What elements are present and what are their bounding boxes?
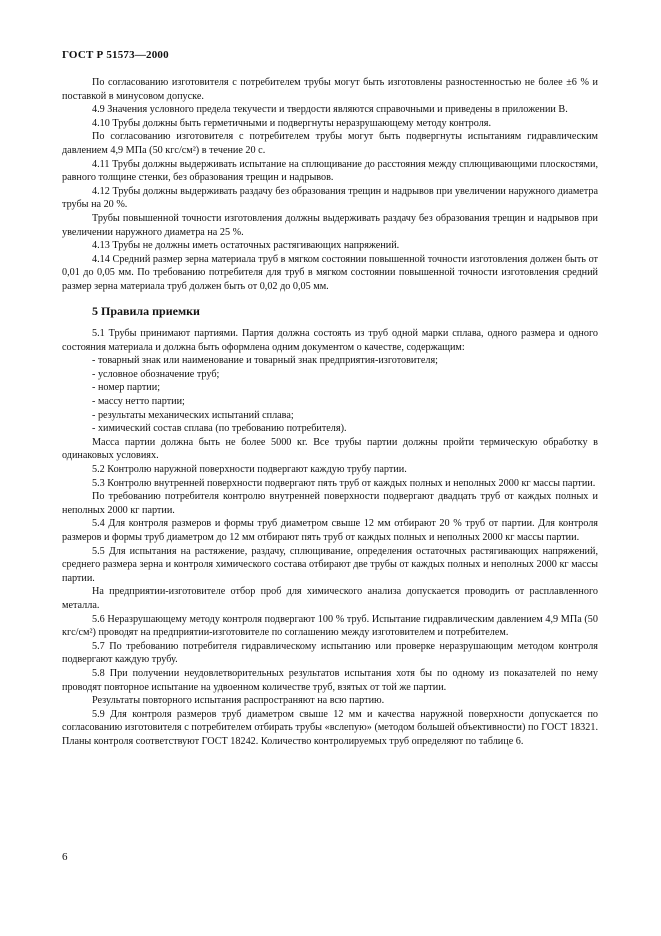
paragraph: 5.2 Контролю наружной поверхности подвергают каждую трубу партии.: [92, 464, 407, 476]
page-number: 6: [62, 851, 68, 863]
list-item: - номер партии;: [92, 382, 161, 394]
document-body: [62, 76, 598, 749]
paragraph: 5.7 По требованию потребителя гидравлическому испытанию или проверке неразрушающим методом контроля подвергают каждую трубу.: [62, 640, 598, 666]
list-item: - результаты механических испытаний сплава;: [92, 409, 294, 421]
paragraph: 5.6 Неразрушающему методу контроля подвергают 100 % труб. Испытание гидравлическим давлением 4,9 МПа (50 кгс/см²) проводят на предприятии-изготовителе по соглашению между изготовителем и потребителем.: [62, 613, 598, 639]
document-header: ГОСТ Р 51573—2000: [62, 49, 169, 61]
paragraph: 5.8 При получении неудовлетворительных результатов испытания хотя бы по одному из показателей по нему проводят повторное испытание на удвоенном количестве труб, взятых от той же партии.: [62, 667, 598, 693]
paragraph: 4.9 Значения условного предела текучести и твердости являются справочными и приведены в приложении В.: [92, 104, 568, 116]
paragraph: 5.1 Трубы принимают партиями. Партия должна состоять из труб одной марки сплава, одного размера и одного состояния материала и должна быть оформлена одним документом о качестве, содержащим:: [62, 328, 598, 353]
paragraph: 4.13 Трубы не должны иметь остаточных растягивающих напряжений.: [92, 240, 400, 252]
list-item: - товарный знак или наименование и товарный знак предприятия-изготовителя;: [92, 355, 438, 367]
paragraph: По требованию потребителя контролю внутренней поверхности подвергают двадцать труб от каждых полных и неполных 2000 кг партии.: [62, 491, 598, 516]
paragraph: 5.3 Контролю внутренней поверхности подвергают пять труб от каждых полных и неполных 2000 кг массы партии.: [92, 477, 596, 489]
paragraph: На предприятии-изготовителе отбор проб для химического анализа допускается проводить от расплавленного металла.: [62, 586, 598, 611]
paragraph: Трубы повышенной точности изготовления должны выдерживать раздачу без образования трещин и надрывов при увеличении наружного диаметра на 25 %.: [62, 212, 598, 238]
list-item: - условное обозначение труб;: [92, 368, 220, 380]
paragraph: 5.5 Для испытания на растяжение, раздачу, сплющивание, определения остаточных растягивающих напряжений, среднего размера зерна и контроля химического состава отбирают две трубы от каждых полных и неполных 2000 кг массы партии.: [62, 545, 598, 584]
paragraph: 4.12 Трубы должны выдерживать раздачу без образования трещин и надрывов при увеличении наружного диаметра трубы на 20 %.: [62, 185, 598, 211]
paragraph: 4.14 Средний размер зерна материала труб в мягком состоянии повышенной точности изготовления должен быть от 0,01 до 0,05 мм. По требованию потребителя для труб в мягком состоянии повышенной точности изготовления средний размер зерна материала труб должен быть от 0,02 до 0,05 мм.: [62, 253, 598, 292]
paragraph: 4.10 Трубы должны быть герметичными и подвергнуты неразрушающему методу контроля.: [92, 117, 492, 129]
paragraph: Результаты повторного испытания распространяют на всю партию.: [92, 695, 385, 707]
paragraph: 4.11 Трубы должны выдерживать испытание на сплющивание до расстояния между сплющивающими плоскостями, равного толщине стенки, без образования трещин и надрывов.: [62, 158, 598, 184]
paragraph: По согласованию изготовителя с потребителем трубы могут быть изготовлены разностенностью не более ±6 % и поставкой в минусовом допуске.: [62, 77, 598, 102]
list-item: - массу нетто партии;: [92, 396, 185, 408]
paragraph: По согласованию изготовителя с потребителем трубы могут быть подвергнуты испытаниям гидравлическим давлением 4,9 МПа (50 кгс/см²) в течение 20 с.: [62, 131, 598, 156]
paragraph: 5.9 Для контроля размеров труб диаметром свыше 12 мм и качества наружной поверхности допускается по согласованию изготовителя с потребителем отбирать трубы «вслепую» (методом большей объективности) по ГОСТ 18321. Планы контроля соответствуют ГОСТ 18242. Количество контролируемых труб определяют по таблице 6.: [62, 708, 598, 747]
section-title: 5 Правила приемки: [92, 303, 200, 318]
paragraph: 5.4 Для контроля размеров и формы труб диаметром свыше 12 мм отбирают 20 % труб от партии. Для контроля размеров и формы труб диаметром до 12 мм отбирают пять труб от каждых полных и неполных 2000 кг массы партии.: [62, 518, 598, 543]
paragraph: Масса партии должна быть не более 5000 кг. Все трубы партии должны пройти термическую обработку в одинаковых условиях.: [62, 436, 598, 462]
list-item: - химический состав сплава (по требованию потребителя).: [92, 423, 347, 435]
